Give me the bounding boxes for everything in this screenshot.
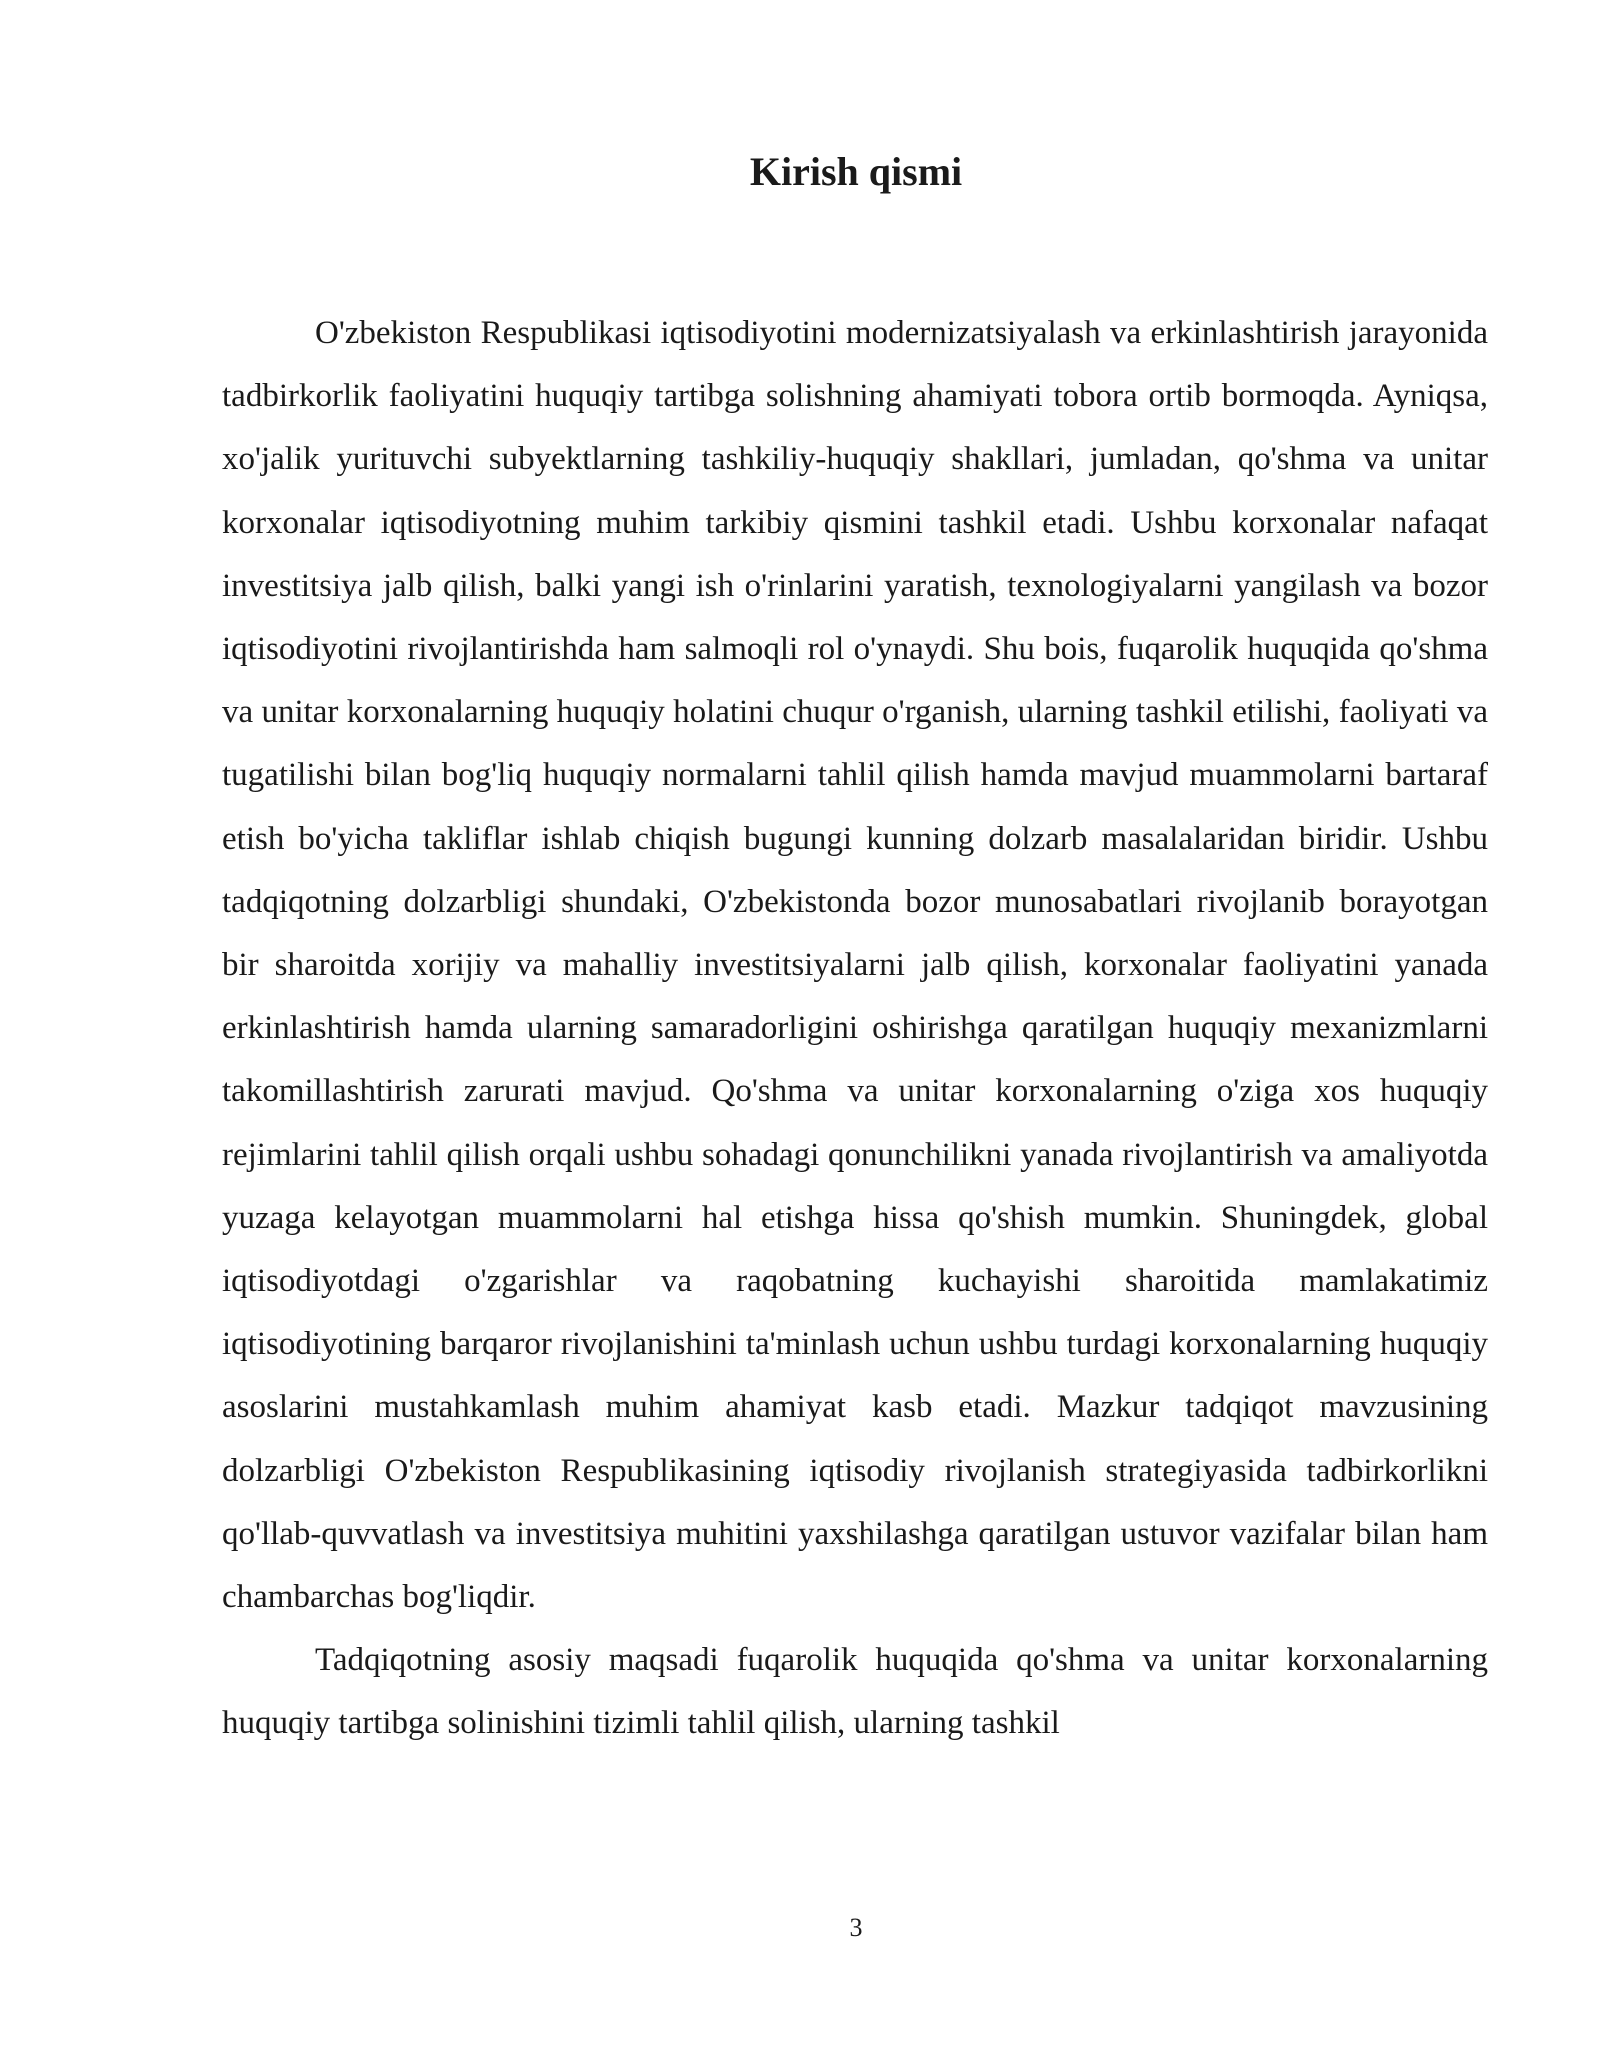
document-body: [222, 302, 1488, 1756]
page-number: 3: [849, 1913, 863, 1942]
paragraph-research-goal: Tadqiqotning asosiy maqsadi fuqarolik huquqida qo'shma va unitar korxonalarning huquqiy tartibga solinishini tizimli tahlil qilish, ularning tashkil: [222, 1642, 1488, 1742]
page-title: Kirish qismi: [749, 149, 963, 194]
paragraph-introduction: O'zbekiston Respublikasi iqtisodiyotini modernizatsiyalash va erkinlashtirish jarayonida tadbirkorlik faoliyatini huquqiy tartibga solishning ahamiyati tobora ortib bormoqda. Ayniqsa, xo'jalik yurituvchi subyektlarning tashkiliy-huquqiy shakllari, jumladan, qo'shma va unitar korxonalar iqtisodiyotning muhim tarkibiy qismini tashkil etadi. Ushbu korxonalar nafaqat investitsiya jalb qilish, balki yangi ish o'rinlarini yaratish, texnologiyalarni yangilash va bozor iqtisodiyotini rivojlantirishda ham salmoqli rol o'ynaydi. Shu bois, fuqarolik huquqida qo'shma va unitar korxonalarning huquqiy holatini chuqur o'rganish, ularning tashkil etilishi, faoliyati va tugatilishi bilan bog'liq huquqiy normalarni tahlil qilish hamda mavjud muammolarni bartaraf etish bo'yicha takliflar ishlab chiqish bugungi kunning dolzarb masalalaridan biridir. Ushbu tadqiqotning dolzarbligi shundaki, O'zbekistonda bozor munosabatlari rivojlanib borayotgan bir sharoitda xorijiy va mahalliy investitsiyalarni jalb qilish, korxonalar faoliyatini yanada erkinlashtirish hamda ularning samaradorligini oshirishga qaratilgan huquqiy mexanizmlarni takomillashtirish zarurati mavjud. Qo'shma va unitar korxonalarning o'ziga xos huquqiy rejimlarini tahlil qilish orqali ushbu sohadagi qonunchilikni yanada rivojlantirish va amaliyotda yuzaga kelayotgan muammolarni hal etishga hissa qo'shish mumkin. Shuningdek, global iqtisodiyotdagi o'zgarishlar va raqobatning kuchayishi sharoitida mamlakatimiz iqtisodiyotining barqaror rivojlanishini ta'minlash uchun ushbu turdagi korxonalarning huquqiy asoslarini mustahkamlash muhim ahamiyat kasb etadi. Mazkur tadqiqot mavzusining dolzarbligi O'zbekiston Respublikasining iqtisodiy rivojlanish strategiyasida tadbirkorlikni qo'llab-quvvatlash va investitsiya muhitini yaxshilashga qaratilgan ustuvor vazifalar bilan ham chambarchas bog'liqdir.: [222, 315, 1488, 1616]
